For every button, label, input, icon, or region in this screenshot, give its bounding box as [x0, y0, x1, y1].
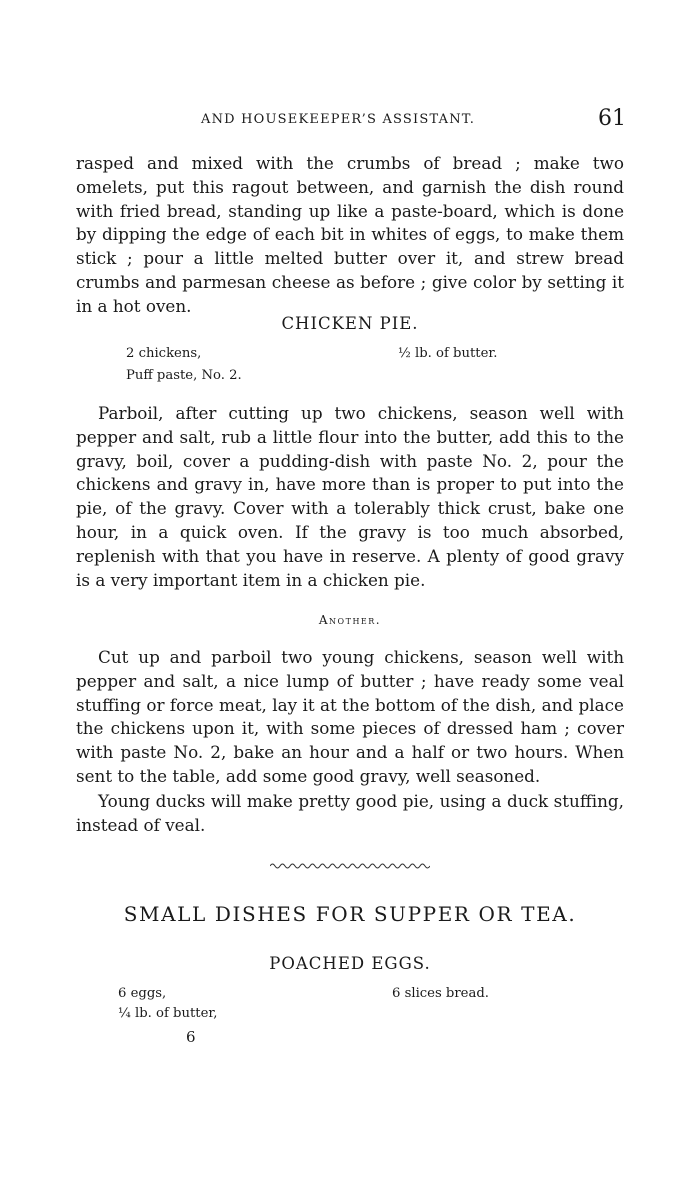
another-body-ducks: Young ducks will make pretty good pie, using a duck stuffing, instead of veal.: [76, 791, 624, 835]
intro-paragraph: rasped and mixed with the crumbs of bread ; make two omelets, put this ragout between, and garnish the dish round with fried bread, standing up like a paste-board, which is done by dipping the edge of each bit in whites of eggs, to make them stick ; pour a little melted butter over it, and strew bread crumbs and parmesan cheese as before ; give color by setting it in a hot oven.: [76, 153, 624, 316]
ingredient-item: Puff paste, No. 2.: [126, 368, 242, 383]
ingredient-item: 2 chickens,: [126, 346, 202, 361]
chicken-pie-body: Parboil, after cutting up two chickens, season well with pepper and salt, rub a little flour into the butter, add this to the gravy, boil, cover a pudding-dish with paste No. 2, pour the chickens and gravy in, have more than is proper to put into the pie, of the gravy. Cover with a tolerably thick crust, bake one hour, in a quick oven. If the gravy is too much absorbed, replenish with that you have in reserve. A plenty of good gravy is a very important item in a chicken pie.: [76, 403, 624, 590]
another-title: Another.: [318, 613, 382, 627]
section-title: SMALL DISHES FOR SUPPER OR TEA.: [123, 902, 577, 926]
ingredient-item: 6 eggs,: [118, 986, 167, 1001]
another-body: Cut up and parboil two young chickens, season well with pepper and salt, a nice lump of butter ; have ready some veal stuffing or force meat, lay it at the bottom of the dish, and place the chickens upon it, with some pieces of dressed ham ; cover with paste No. 2, bake an hour and a half or two hours. When sent to the table, add some good gravy, well seasoned.: [76, 647, 624, 786]
running-head-title: AND HOUSEKEEPER’S ASSISTANT.: [201, 112, 476, 127]
page-number: 61: [598, 106, 626, 131]
ingredient-item: ½ lb. of butter.: [398, 346, 498, 361]
poached-eggs-title: POACHED EGGS.: [269, 954, 431, 973]
decorative-rule: [270, 862, 430, 870]
ingredient-item: ¼ lb. of butter,: [118, 1006, 218, 1021]
chicken-pie-title: CHICKEN PIE.: [281, 314, 419, 333]
ingredient-item: 6 slices bread.: [392, 986, 489, 1001]
running-head: [76, 108, 626, 134]
signature-mark: 6: [186, 1028, 196, 1046]
